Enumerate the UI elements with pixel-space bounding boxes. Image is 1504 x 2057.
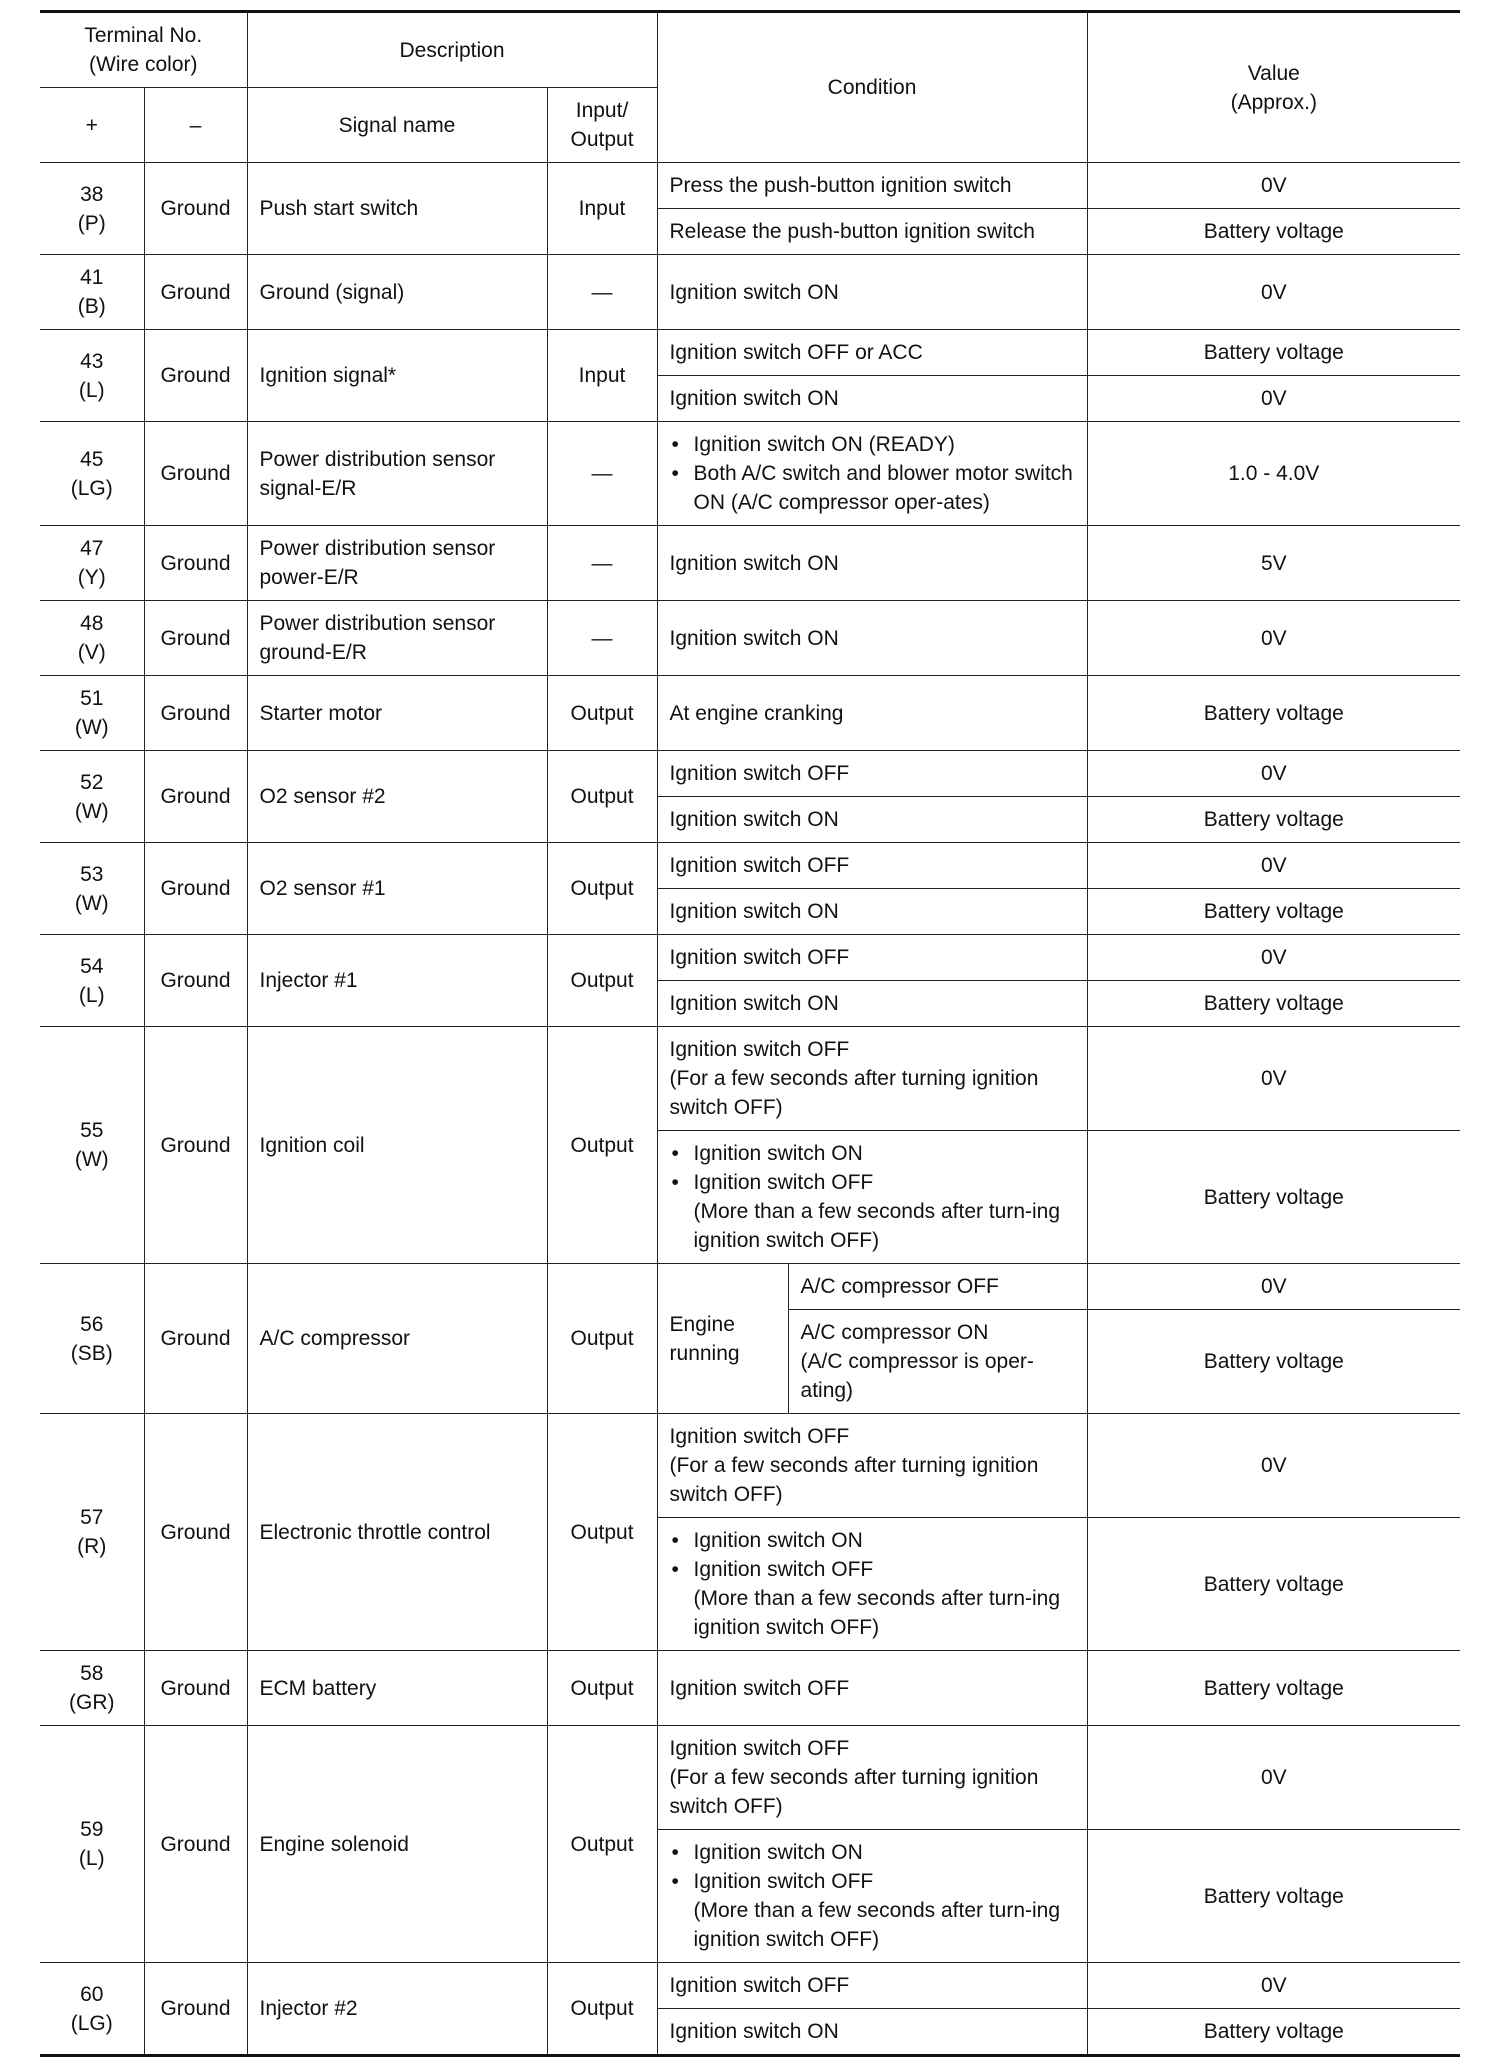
condition-cell: Ignition switch OFF (For a few seconds after turning ignition switch OFF) [657, 1414, 1087, 1518]
terminal-cell: 38 (P) [40, 163, 144, 255]
signal-name-cell: O2 sensor #2 [247, 751, 547, 843]
value-header: Value (Approx.) [1087, 12, 1460, 163]
condition-bullet-list [670, 430, 1075, 517]
signal-name-cell: Power distribution sensor power-E/R [247, 526, 547, 601]
value-cell: 0V [1087, 163, 1460, 209]
ground-cell: Ground [144, 1027, 247, 1264]
condition-cell: A/C compressor ON (A/C compressor is oper-ating) [788, 1310, 1087, 1414]
io-cell: Output [547, 676, 657, 751]
value-cell: 0V [1087, 1027, 1460, 1131]
ground-cell: Ground [144, 1264, 247, 1414]
condition-bullet: • Ignition switch ON [670, 1139, 1075, 1168]
condition-bullet: • Ignition switch OFF (More than a few seconds after turn-ing ignition switch OFF) [670, 1555, 1075, 1642]
value-cell: Battery voltage [1087, 1310, 1460, 1414]
terminal-cell: 59 (L) [40, 1726, 144, 1963]
terminal-cell: 48 (V) [40, 601, 144, 676]
value-cell: Battery voltage [1087, 889, 1460, 935]
value-cell: 0V [1087, 1414, 1460, 1518]
condition-cell: Ignition switch OFF [657, 935, 1087, 981]
value-cell: 5V [1087, 526, 1460, 601]
terminal-spec-table [40, 10, 1460, 2057]
value-cell: Battery voltage [1087, 1131, 1460, 1264]
signal-name-cell: Injector #2 [247, 1963, 547, 2056]
table-row [40, 422, 1460, 526]
value-cell: Battery voltage [1087, 676, 1460, 751]
condition-group-cell: Engine running [657, 1264, 788, 1414]
signal-name-cell: Electronic throttle control [247, 1414, 547, 1651]
condition-cell: Ignition switch ON [657, 797, 1087, 843]
io-cell: Output [547, 1963, 657, 2056]
condition-bullet-list [670, 1838, 1075, 1954]
minus-header: – [144, 88, 247, 163]
terminal-cell: 56 (SB) [40, 1264, 144, 1414]
condition-bullet: • Ignition switch ON (READY) [670, 430, 1075, 459]
io-cell: Output [547, 1414, 657, 1651]
table-row [40, 751, 1460, 797]
description-header: Description [247, 12, 657, 88]
condition-cell [657, 1518, 1087, 1651]
terminal-cell: 52 (W) [40, 751, 144, 843]
terminal-cell: 43 (L) [40, 330, 144, 422]
condition-bullet: • Ignition switch OFF (More than a few seconds after turn-ing ignition switch OFF) [670, 1867, 1075, 1954]
io-cell: — [547, 526, 657, 601]
signal-name-cell: Power distribution sensor signal-E/R [247, 422, 547, 526]
ground-cell: Ground [144, 843, 247, 935]
signal-name-cell: Push start switch [247, 163, 547, 255]
ground-cell: Ground [144, 526, 247, 601]
io-header: Input/ Output [547, 88, 657, 163]
value-cell: 0V [1087, 1963, 1460, 2009]
condition-cell: Release the push-button ignition switch [657, 209, 1087, 255]
signal-name-cell: A/C compressor [247, 1264, 547, 1414]
condition-cell [657, 422, 1087, 526]
condition-cell: Ignition switch ON [657, 526, 1087, 601]
condition-cell [657, 1830, 1087, 1963]
terminal-cell: 47 (Y) [40, 526, 144, 601]
table-row [40, 1027, 1460, 1131]
condition-cell: Ignition switch ON [657, 981, 1087, 1027]
signal-name-cell: Ignition signal* [247, 330, 547, 422]
table-row [40, 1651, 1460, 1726]
signal-name-cell: Engine solenoid [247, 1726, 547, 1963]
value-cell: Battery voltage [1087, 1651, 1460, 1726]
signal-name-cell: Starter motor [247, 676, 547, 751]
condition-cell: Ignition switch ON [657, 2009, 1087, 2056]
condition-cell: Ignition switch OFF (For a few seconds after turning ignition switch OFF) [657, 1726, 1087, 1830]
condition-cell: Press the push-button ignition switch [657, 163, 1087, 209]
condition-cell: Ignition switch ON [657, 601, 1087, 676]
condition-bullet: • Ignition switch OFF (More than a few seconds after turn-ing ignition switch OFF) [670, 1168, 1075, 1255]
ground-cell: Ground [144, 751, 247, 843]
terminal-cell: 54 (L) [40, 935, 144, 1027]
value-cell: Battery voltage [1087, 2009, 1460, 2056]
value-cell: 0V [1087, 376, 1460, 422]
value-cell: Battery voltage [1087, 1830, 1460, 1963]
terminal-cell: 60 (LG) [40, 1963, 144, 2056]
io-cell: Input [547, 163, 657, 255]
value-cell: 0V [1087, 935, 1460, 981]
table-row [40, 935, 1460, 981]
value-cell: 0V [1087, 1264, 1460, 1310]
value-cell: Battery voltage [1087, 797, 1460, 843]
table-row [40, 843, 1460, 889]
ground-cell: Ground [144, 422, 247, 526]
value-cell: Battery voltage [1087, 981, 1460, 1027]
value-cell: Battery voltage [1087, 209, 1460, 255]
io-cell: Output [547, 751, 657, 843]
terminal-spec-page [40, 10, 1460, 2057]
condition-header: Condition [657, 12, 1087, 163]
ground-cell: Ground [144, 1963, 247, 2056]
condition-cell: A/C compressor OFF [788, 1264, 1087, 1310]
table-row [40, 601, 1460, 676]
ground-cell: Ground [144, 676, 247, 751]
signal-name-cell: Injector #1 [247, 935, 547, 1027]
terminal-cell: 45 (LG) [40, 422, 144, 526]
condition-bullet: • Ignition switch ON [670, 1838, 1075, 1867]
ground-cell: Ground [144, 1651, 247, 1726]
value-cell: 0V [1087, 843, 1460, 889]
ground-cell: Ground [144, 1726, 247, 1963]
condition-bullet: • Both A/C switch and blower motor switch ON (A/C compressor oper-ates) [670, 459, 1075, 517]
signal-name-cell: Ground (signal) [247, 255, 547, 330]
condition-cell: Ignition switch OFF [657, 1651, 1087, 1726]
ground-cell: Ground [144, 330, 247, 422]
ground-cell: Ground [144, 163, 247, 255]
io-cell: Output [547, 1027, 657, 1264]
io-cell: Input [547, 330, 657, 422]
signal-name-header: Signal name [247, 88, 547, 163]
condition-cell: Ignition switch OFF (For a few seconds after turning ignition switch OFF) [657, 1027, 1087, 1131]
plus-header: + [40, 88, 144, 163]
io-cell: Output [547, 843, 657, 935]
condition-cell: Ignition switch OFF or ACC [657, 330, 1087, 376]
ground-cell: Ground [144, 935, 247, 1027]
io-cell: Output [547, 935, 657, 1027]
table-row [40, 330, 1460, 376]
value-cell: 0V [1087, 751, 1460, 797]
io-cell: — [547, 601, 657, 676]
terminal-cell: 55 (W) [40, 1027, 144, 1264]
condition-cell: Ignition switch OFF [657, 843, 1087, 889]
signal-name-cell: Power distribution sensor ground-E/R [247, 601, 547, 676]
terminal-no-header: Terminal No. (Wire color) [40, 12, 247, 88]
table-row [40, 676, 1460, 751]
condition-bullet-list [670, 1139, 1075, 1255]
terminal-cell: 57 (R) [40, 1414, 144, 1651]
table-row [40, 255, 1460, 330]
condition-cell: Ignition switch OFF [657, 1963, 1087, 2009]
table-row [40, 1963, 1460, 2009]
value-cell: 0V [1087, 255, 1460, 330]
table-row [40, 1264, 1460, 1310]
io-cell: — [547, 255, 657, 330]
terminal-cell: 41 (B) [40, 255, 144, 330]
io-cell: — [547, 422, 657, 526]
table-row [40, 163, 1460, 209]
io-cell: Output [547, 1651, 657, 1726]
condition-cell: Ignition switch ON [657, 376, 1087, 422]
terminal-cell: 58 (GR) [40, 1651, 144, 1726]
signal-name-cell: ECM battery [247, 1651, 547, 1726]
condition-cell: Ignition switch ON [657, 255, 1087, 330]
table-row [40, 1726, 1460, 1830]
ground-cell: Ground [144, 1414, 247, 1651]
condition-bullet: • Ignition switch ON [670, 1526, 1075, 1555]
ground-cell: Ground [144, 601, 247, 676]
condition-cell: Ignition switch ON [657, 889, 1087, 935]
value-cell: 0V [1087, 601, 1460, 676]
table-row [40, 526, 1460, 601]
value-cell: 1.0 - 4.0V [1087, 422, 1460, 526]
condition-cell [657, 1131, 1087, 1264]
condition-cell: At engine cranking [657, 676, 1087, 751]
value-cell: Battery voltage [1087, 1518, 1460, 1651]
value-cell: 0V [1087, 1726, 1460, 1830]
table-row [40, 1414, 1460, 1518]
signal-name-cell: O2 sensor #1 [247, 843, 547, 935]
signal-name-cell: Ignition coil [247, 1027, 547, 1264]
header-row-1 [40, 12, 1460, 88]
condition-bullet-list [670, 1526, 1075, 1642]
terminal-cell: 53 (W) [40, 843, 144, 935]
io-cell: Output [547, 1264, 657, 1414]
terminal-cell: 51 (W) [40, 676, 144, 751]
value-cell: Battery voltage [1087, 330, 1460, 376]
condition-cell: Ignition switch OFF [657, 751, 1087, 797]
ground-cell: Ground [144, 255, 247, 330]
io-cell: Output [547, 1726, 657, 1963]
